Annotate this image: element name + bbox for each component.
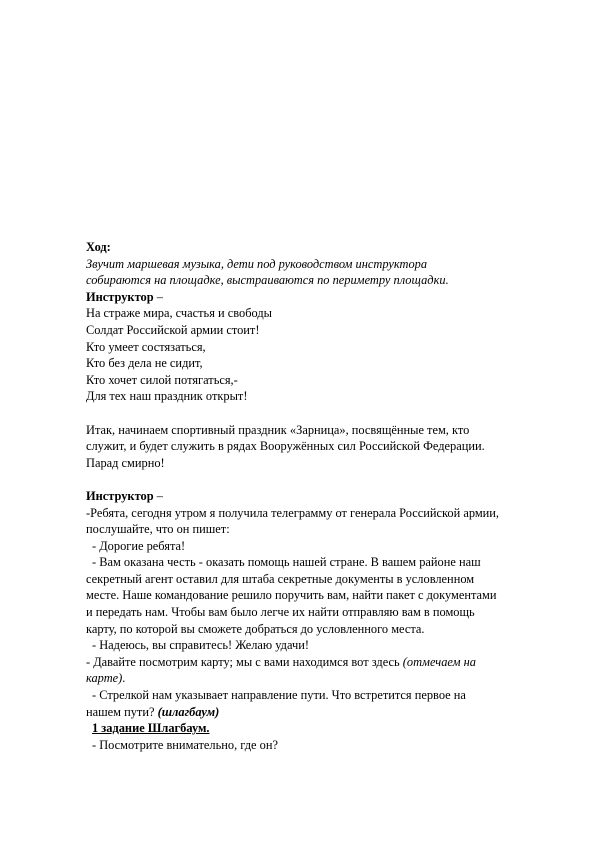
poem-line-1: На страже мира, счастья и свободы (86, 306, 272, 321)
poem-line-2: Солдат Российской армии стоит! (86, 322, 260, 337)
speech-line-13 (86, 704, 546, 721)
poem-line-4: Кто без дела не сидит, (86, 356, 203, 371)
speaker-label: Инструктор (86, 289, 154, 304)
speech-line-5: секретный агент оставил для штаба секретные документы в условленном (86, 571, 475, 586)
task-heading: 1 задание Шлагбаум. (92, 721, 210, 736)
intro-line-1: Звучит маршевая музыка, дети под руководством инструктора (86, 256, 428, 271)
poem-line-3: Кто умеет состязаться, (86, 339, 206, 354)
speaker-label: Инструктор (86, 488, 154, 503)
speech-line-7: и передать нам. Чтобы вам было легче их найти отправляю вам в помощь (86, 605, 475, 620)
speech-line-9: - Надеюсь, вы справитесь! Желаю удачи! (92, 638, 309, 653)
stage-note: (отмечаем на (402, 654, 476, 669)
announcement-line-3: Парад смирно! (86, 455, 165, 470)
speech-line-4: - Вам оказана честь - оказать помощь нашей стране. В вашем районе наш (92, 555, 481, 570)
paragraph-gap (86, 471, 546, 488)
speaker-line-2 (86, 488, 546, 505)
poem-line-5: Кто хочет силой потягаться,- (86, 372, 238, 387)
speech-line-3: - Дорогие ребята! (92, 538, 186, 553)
announcement-line-2: служит, и будет служить в рядах Вооружённых сил Российской Федерации. (86, 439, 485, 454)
speaker-line-1 (86, 289, 546, 306)
speaker-dash: – (153, 488, 163, 503)
speech-line-2: послушайте, что он пишет: (86, 522, 230, 537)
document-page (86, 239, 546, 753)
announcement-line-1: Итак, начинаем спортивный праздник «Зарница», посвящённые тем, кто (86, 422, 470, 437)
poem-line-6: Для тех наш праздник открыт! (86, 389, 248, 404)
speech-line-12: - Стрелкой нам указывает направление пути. Что встретится первое на (92, 688, 466, 703)
stage-note: карте) (86, 671, 123, 686)
speech-text: . (122, 671, 126, 686)
speech-line-15: - Посмотрите внимательно, где он? (92, 737, 278, 752)
speech-text: нашем пути? (86, 704, 158, 719)
speaker-dash: – (153, 289, 163, 304)
speech-line-10 (86, 654, 546, 671)
paragraph-gap (86, 405, 546, 422)
stage-note: (шлагбаум) (157, 704, 220, 719)
speech-text: - Давайте посмотрим карту; мы с вами находимся вот здесь (86, 654, 403, 669)
speech-line-8: карту, по которой вы сможете добраться до условленного места. (86, 621, 425, 636)
speech-line-11 (86, 670, 546, 687)
section-heading: Ход: (86, 240, 111, 254)
speech-line-6: месте. Наше командование решило поручить вам, найти пакет с документами (86, 588, 497, 603)
intro-line-2: собираются на площадке, выстраиваются по периметру площадки. (86, 273, 449, 288)
speech-line-1: -Ребята, сегодня утром я получила телеграмму от генерала Российской армии, (86, 505, 500, 520)
